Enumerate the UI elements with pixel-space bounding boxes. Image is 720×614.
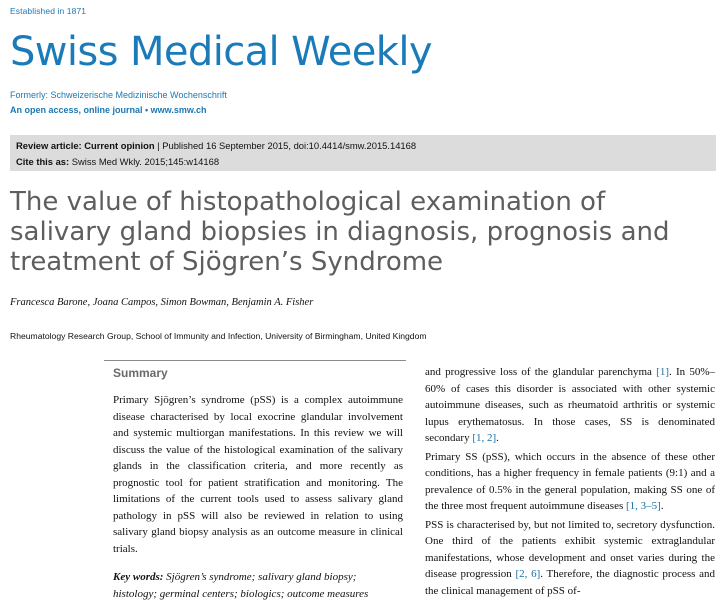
reference-link[interactable]: [1] [656, 366, 669, 378]
body-text: . [496, 432, 499, 444]
body-text: . Therefore, the diagnostic process and the clinical management of pSS of- [425, 568, 716, 597]
body-paragraph-2 [425, 449, 715, 515]
body-text: . [660, 500, 664, 512]
summary-divider [104, 360, 406, 361]
established-text: Established in 1871 [10, 6, 87, 16]
body-paragraph-3 [425, 517, 715, 600]
cite-value: Swiss Med Wkly. 2015;145:w14168 [69, 156, 220, 167]
open-access-text: An open access, online journal • www.smw.ch [10, 105, 207, 115]
keywords [113, 569, 403, 602]
citation-line [16, 156, 219, 167]
article-title: The value of histopathological examination of salivary gland biopsies in diagnosis, prognosis and treatment of Sjögren’s Syndrome [10, 187, 670, 277]
body-column [425, 364, 715, 599]
summary-heading: Summary [113, 366, 168, 380]
authors: Francesca Barone, Joana Campos, Simon Bowman, Benjamin A. Fisher [10, 297, 314, 308]
summary-text: Primary Sjögren’s syndrome (pSS) is a complex autoimmune disease characterised by local exocrine glandular involvement and systemic multiorgan manifestations. In this review we will discuss the value of the histological examination of the salivary glands in the classification criteria, and more recently as prognostic tool for patient stratification and monitoring. The limitations of the current tools used to assess salivary gland pathology in pSS will also be reviewed in relation to using salivary gland biopsy analysis as an outcome measure in clinical trials. [113, 394, 403, 555]
reference-link[interactable]: [2, 6] [515, 568, 541, 580]
journal-title: Swiss Medical Weekly [10, 29, 432, 75]
formerly-text: Formerly: Schweizerische Medizinische Wochenschrift [10, 90, 227, 100]
reference-link[interactable]: [1, 3–5] [626, 500, 661, 512]
published-info: | Published 16 September 2015, doi:10.4414/smw.2015.14168 [154, 140, 417, 151]
cite-label: Cite this as: [16, 156, 70, 167]
body-text: PSS is characterised by, but not limited to, secretory dysfunction. One third of the patients exhibit systemic extraglandular manifestations, whose development and onset varies during the disease progression [425, 518, 715, 580]
keywords-label: Key words: [113, 571, 164, 583]
body-text: and progressive loss of the glandular parenchyma [425, 366, 657, 378]
article-info-line [16, 140, 416, 151]
article-type: Review article: Current opinion [16, 140, 155, 151]
affiliation: Rheumatology Research Group, School of Immunity and Infection, University of Birmingham, United Kingdom [10, 331, 427, 341]
body-paragraph-1 [425, 364, 715, 447]
body-text: . In 50%–60% of cases this disorder is associated with other systemic autoimmune diseases, such as rheumatoid arthritis or systemic lupus erythematosus. In those cases, SS is denominated secondary [425, 366, 716, 444]
keywords-text: Sjögren’s syndrome; salivary gland biopsy; histology; germinal centers; biologics; outcome measures [113, 571, 369, 600]
body-text: Primary SS (pSS), which occurs in the absence of these other conditions, has a higher frequency in female patients (9:1) and a prevalence of 0.5% in the general population, making SS one of the three most frequent autoimmune diseases [425, 450, 715, 512]
reference-link[interactable]: [1, 2] [472, 432, 497, 444]
summary-column [113, 392, 403, 602]
